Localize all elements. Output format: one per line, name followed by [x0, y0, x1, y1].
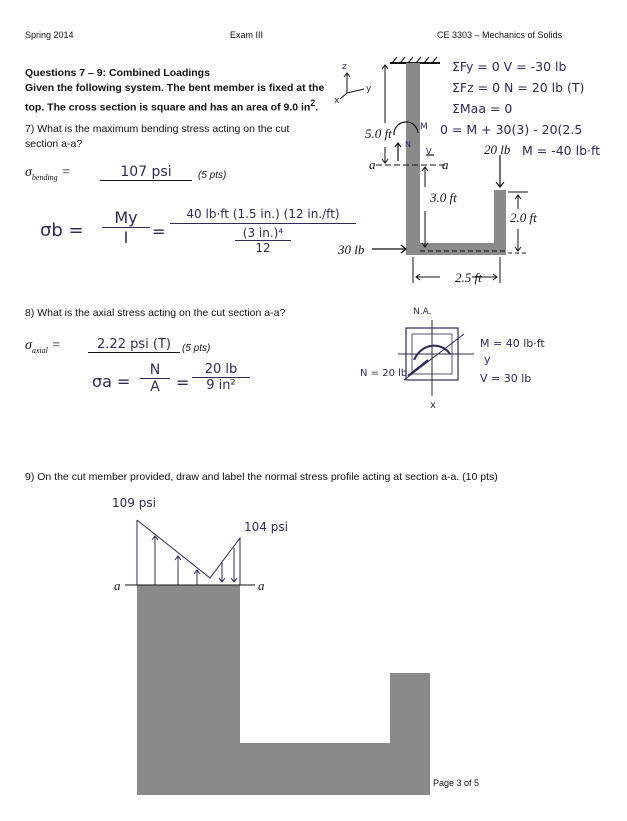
header-term: Spring 2014 — [25, 30, 74, 40]
q7-work-lhs: σb = — [40, 220, 84, 241]
dim-5ft-label: 5.0 ft — [365, 126, 392, 141]
section-y-label: y — [484, 353, 491, 366]
fbd-V-label: V — [426, 147, 432, 156]
q8-prompt: 8) What is the axial stress acting on the cut section a-a? — [25, 307, 286, 319]
questions-intro — [25, 66, 335, 116]
q7-prompt: 7) What is the maximum bending stress acting on the cut section a-a? — [25, 123, 290, 150]
q8-work-frac2: 20 lb 9 in² — [192, 362, 250, 393]
dim-2ft-label: 2.0 ft — [510, 210, 537, 225]
dim-5ft — [382, 65, 388, 163]
q8-work-lhs: σa = — [92, 372, 131, 391]
section-x-label: x — [430, 400, 436, 411]
dim-25ft-label: 2.5 ft — [455, 270, 482, 285]
axis-z-label: z — [342, 62, 347, 72]
q9-a-right: a — [258, 578, 265, 593]
section-v-label: V = 30 lb — [480, 372, 532, 385]
fbd-M-label: M — [420, 122, 428, 132]
load-30lb-label: 30 lb — [338, 242, 365, 257]
cut-member — [137, 585, 430, 795]
stress-profile-diagram — [100, 490, 440, 810]
q9-a-left: a — [114, 578, 121, 593]
axes-icon — [340, 73, 364, 99]
q9-prompt: 9) On the cut member provided, draw and label the normal stress profile acting at section a-a. (10 pts) — [25, 471, 498, 483]
section-m-label: M = 40 lb·ft — [480, 337, 545, 350]
header-exam: Exam III — [230, 30, 264, 40]
fbd-N-label: N — [405, 140, 411, 149]
q8-answer: 2.22 psi (T) — [88, 337, 180, 353]
q7-answer: 107 psi — [100, 164, 192, 181]
axis-y-label: y — [366, 84, 372, 94]
stress-label-left: 109 psi — [112, 496, 156, 510]
section-n-label: N = 20 lb — [360, 368, 408, 379]
q7-work-frac1: My I — [102, 208, 150, 247]
questions-title: Questions 7 – 9: Combined Loadings — [25, 67, 210, 79]
page-number: Page 3 of 5 — [433, 778, 480, 788]
cross-section-sketch — [398, 320, 478, 400]
stress-profile — [137, 520, 240, 585]
axis-x-label: x — [334, 96, 340, 106]
section-na-label: N.A. — [413, 307, 432, 317]
cut-a-left: a — [369, 157, 376, 172]
q8-label: $\sigma_{axial}$ = — [25, 338, 61, 355]
q7-label: $\sigma_{bending}$ = — [25, 165, 71, 182]
header-course: CE 3303 – Mechanics of Solids — [437, 30, 563, 40]
load-20lb-label: 20 lb — [484, 142, 511, 157]
q7-work-frac2: 40 lb·ft (1.5 in.) (12 in./ft) (3 in.)⁴ 12 — [170, 207, 356, 255]
load-30lb-arrow — [372, 245, 406, 253]
q7-points: (5 pts) — [198, 170, 227, 181]
handwritten-equations: ΣFy = 0 V = -30 lb ΣFz = 0 N = 20 lb (T) ΣMaa = 0 0 = M + 30(3) - 20(2.5 M = -40 lb·ft — [440, 59, 601, 158]
q8-points: (5 pts) — [182, 343, 211, 354]
q8-work-frac1: N A — [140, 362, 170, 395]
stress-label-right: 104 psi — [244, 520, 288, 534]
cut-a-right: a — [442, 157, 449, 172]
dim-3ft-label: 3.0 ft — [430, 190, 457, 205]
dim-3ft — [422, 167, 428, 247]
questions-description: Given the following system. The bent member is fixed at the top. The cross section is square and has an area of 9.0 $in^2$. — [25, 82, 325, 114]
